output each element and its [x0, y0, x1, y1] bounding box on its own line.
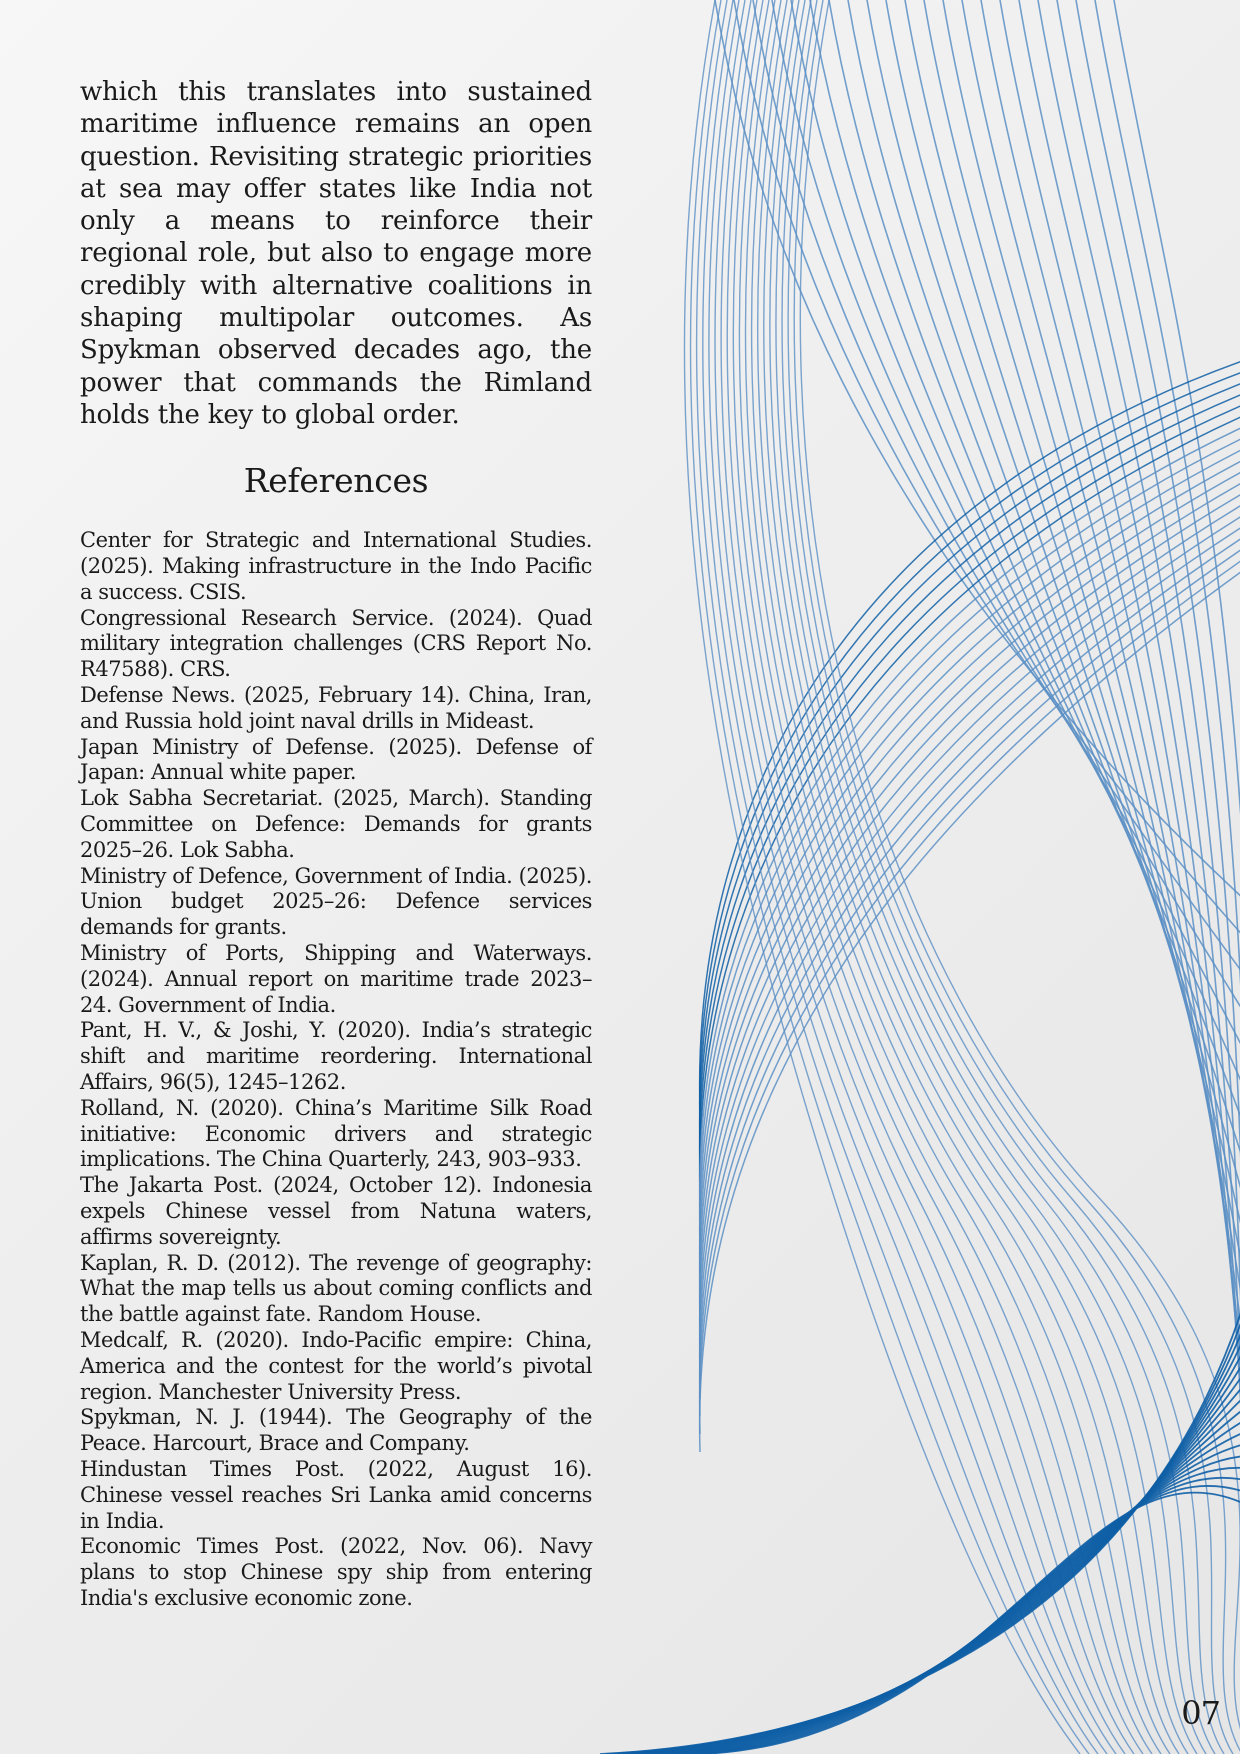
- reference-item: Ministry of Ports, Shipping and Waterways. (2024). Annual report on maritime trade 2023–24. Government of India.: [80, 941, 592, 1017]
- reference-item: Center for Strategic and International Studies. (2025). Making infrastructure in the Indo Pacific a success. CSIS.: [80, 528, 592, 604]
- wave-line: [715, 0, 1240, 900]
- wave-line: [1019, 0, 1240, 1508]
- wave-line: [700, 514, 1240, 1362]
- wave-line: [733, 0, 1152, 1754]
- wave-line: [636, 1372, 1240, 1754]
- wave-line: [666, 1432, 1240, 1754]
- wave-line: [660, 1420, 1240, 1754]
- wave-line: [962, 0, 1240, 1394]
- page-content: [80, 76, 592, 1612]
- wave-line: [752, 0, 1179, 1754]
- reference-item: The Jakarta Post. (2024, October 12). Indonesia expels Chinese vessel from Natuna waters, affirms sovereignty.: [80, 1173, 592, 1249]
- wave-line: [700, 569, 1240, 1452]
- wave-line: [624, 1348, 1240, 1754]
- wave-line: [753, 0, 1240, 976]
- wave-line: [642, 1384, 1240, 1754]
- wave-line: [612, 1324, 1240, 1754]
- wave-line: [700, 371, 1240, 1128]
- references-list: [80, 528, 592, 1611]
- reference-item: Lok Sabha Secretariat. (2025, March). Standing Committee on Defence: Demands for grants 2025–26. Lok Sabha.: [80, 786, 592, 862]
- wave-line: [1095, 0, 1240, 1660]
- wave-line: [600, 1300, 1240, 1754]
- reference-item: Economic Times Post. (2022, Nov. 06). Navy plans to stop Chinese spy ship from entering India's exclusive economic zone.: [80, 1534, 592, 1610]
- page-number: 07: [1181, 1694, 1220, 1732]
- wave-line: [905, 0, 1240, 1280]
- reference-item: Hindustan Times Post. (2022, August 16). Chinese vessel reaches Sri Lanka amid concerns in India.: [80, 1456, 592, 1533]
- wave-line: [772, 0, 1240, 1014]
- wave-line: [924, 0, 1240, 1318]
- wave-line: [654, 1408, 1240, 1754]
- reference-item: Pant, H. V., & Joshi, Y. (2020). India’s strategic shift and maritime reordering. International Affairs, 96(5), 1245–1262.: [80, 1018, 592, 1094]
- wave-line: [700, 360, 1240, 1110]
- wave-line: [618, 1336, 1240, 1754]
- reference-item: Congressional Research Service. (2024). Quad military integration challenges (CRS Report No. R47588). CRS.: [80, 605, 592, 682]
- references-heading: References: [243, 461, 429, 501]
- wave-line: [684, 1468, 1240, 1754]
- wave-line: [697, 0, 1098, 1754]
- reference-item: Kaplan, R. D. (2012). The revenge of geography: What the map tells us about coming conflicts and the battle against fate. Random House.: [80, 1250, 592, 1327]
- wave-line: [943, 0, 1240, 1356]
- wave-line: [981, 0, 1240, 1432]
- reference-item: Defense News. (2025, February 14). China, Iran, and Russia hold joint naval drills in Mideast.: [80, 683, 592, 733]
- wave-line: [630, 1360, 1240, 1754]
- wave-line: [700, 481, 1240, 1308]
- wave-line: [703, 0, 1107, 1754]
- wave-line: [810, 0, 1240, 1090]
- intro-paragraph: which this translates into sustained maritime influence remains an open question. Revisiting strategic priorities at sea may offer states like India not only a means to reinforce their regional role, but also to engage more credibly with alternative coalitions in shaping multipolar outcomes. As Spykman observed decades ago, the power that commands the Rimland holds the key to global order.: [80, 77, 592, 430]
- reference-item: Ministry of Defence, Government of India. (2025). Union budget 2025–26: Defence services demands for grants.: [80, 863, 592, 940]
- reference-item: Japan Ministry of Defense. (2025). Defense of Japan: Annual white paper.: [80, 734, 592, 785]
- reference-item: Rolland, N. (2020). China’s Maritime Silk Road initiative: Economic drivers and strategic implications. The China Quarterly, 243, 903–933.: [80, 1095, 592, 1172]
- wave-line: [745, 0, 1170, 1754]
- wave-line: [700, 503, 1240, 1344]
- reference-item: Spykman, N. J. (1944). The Geography of the Peace. Harcourt, Brace and Company.: [80, 1405, 592, 1456]
- reference-item: Medcalf, R. (2020). Indo-Pacific empire: China, America and the contest for the world’s pivotal region. Manchester University Press.: [80, 1327, 592, 1404]
- wave-line: [690, 1478, 1240, 1754]
